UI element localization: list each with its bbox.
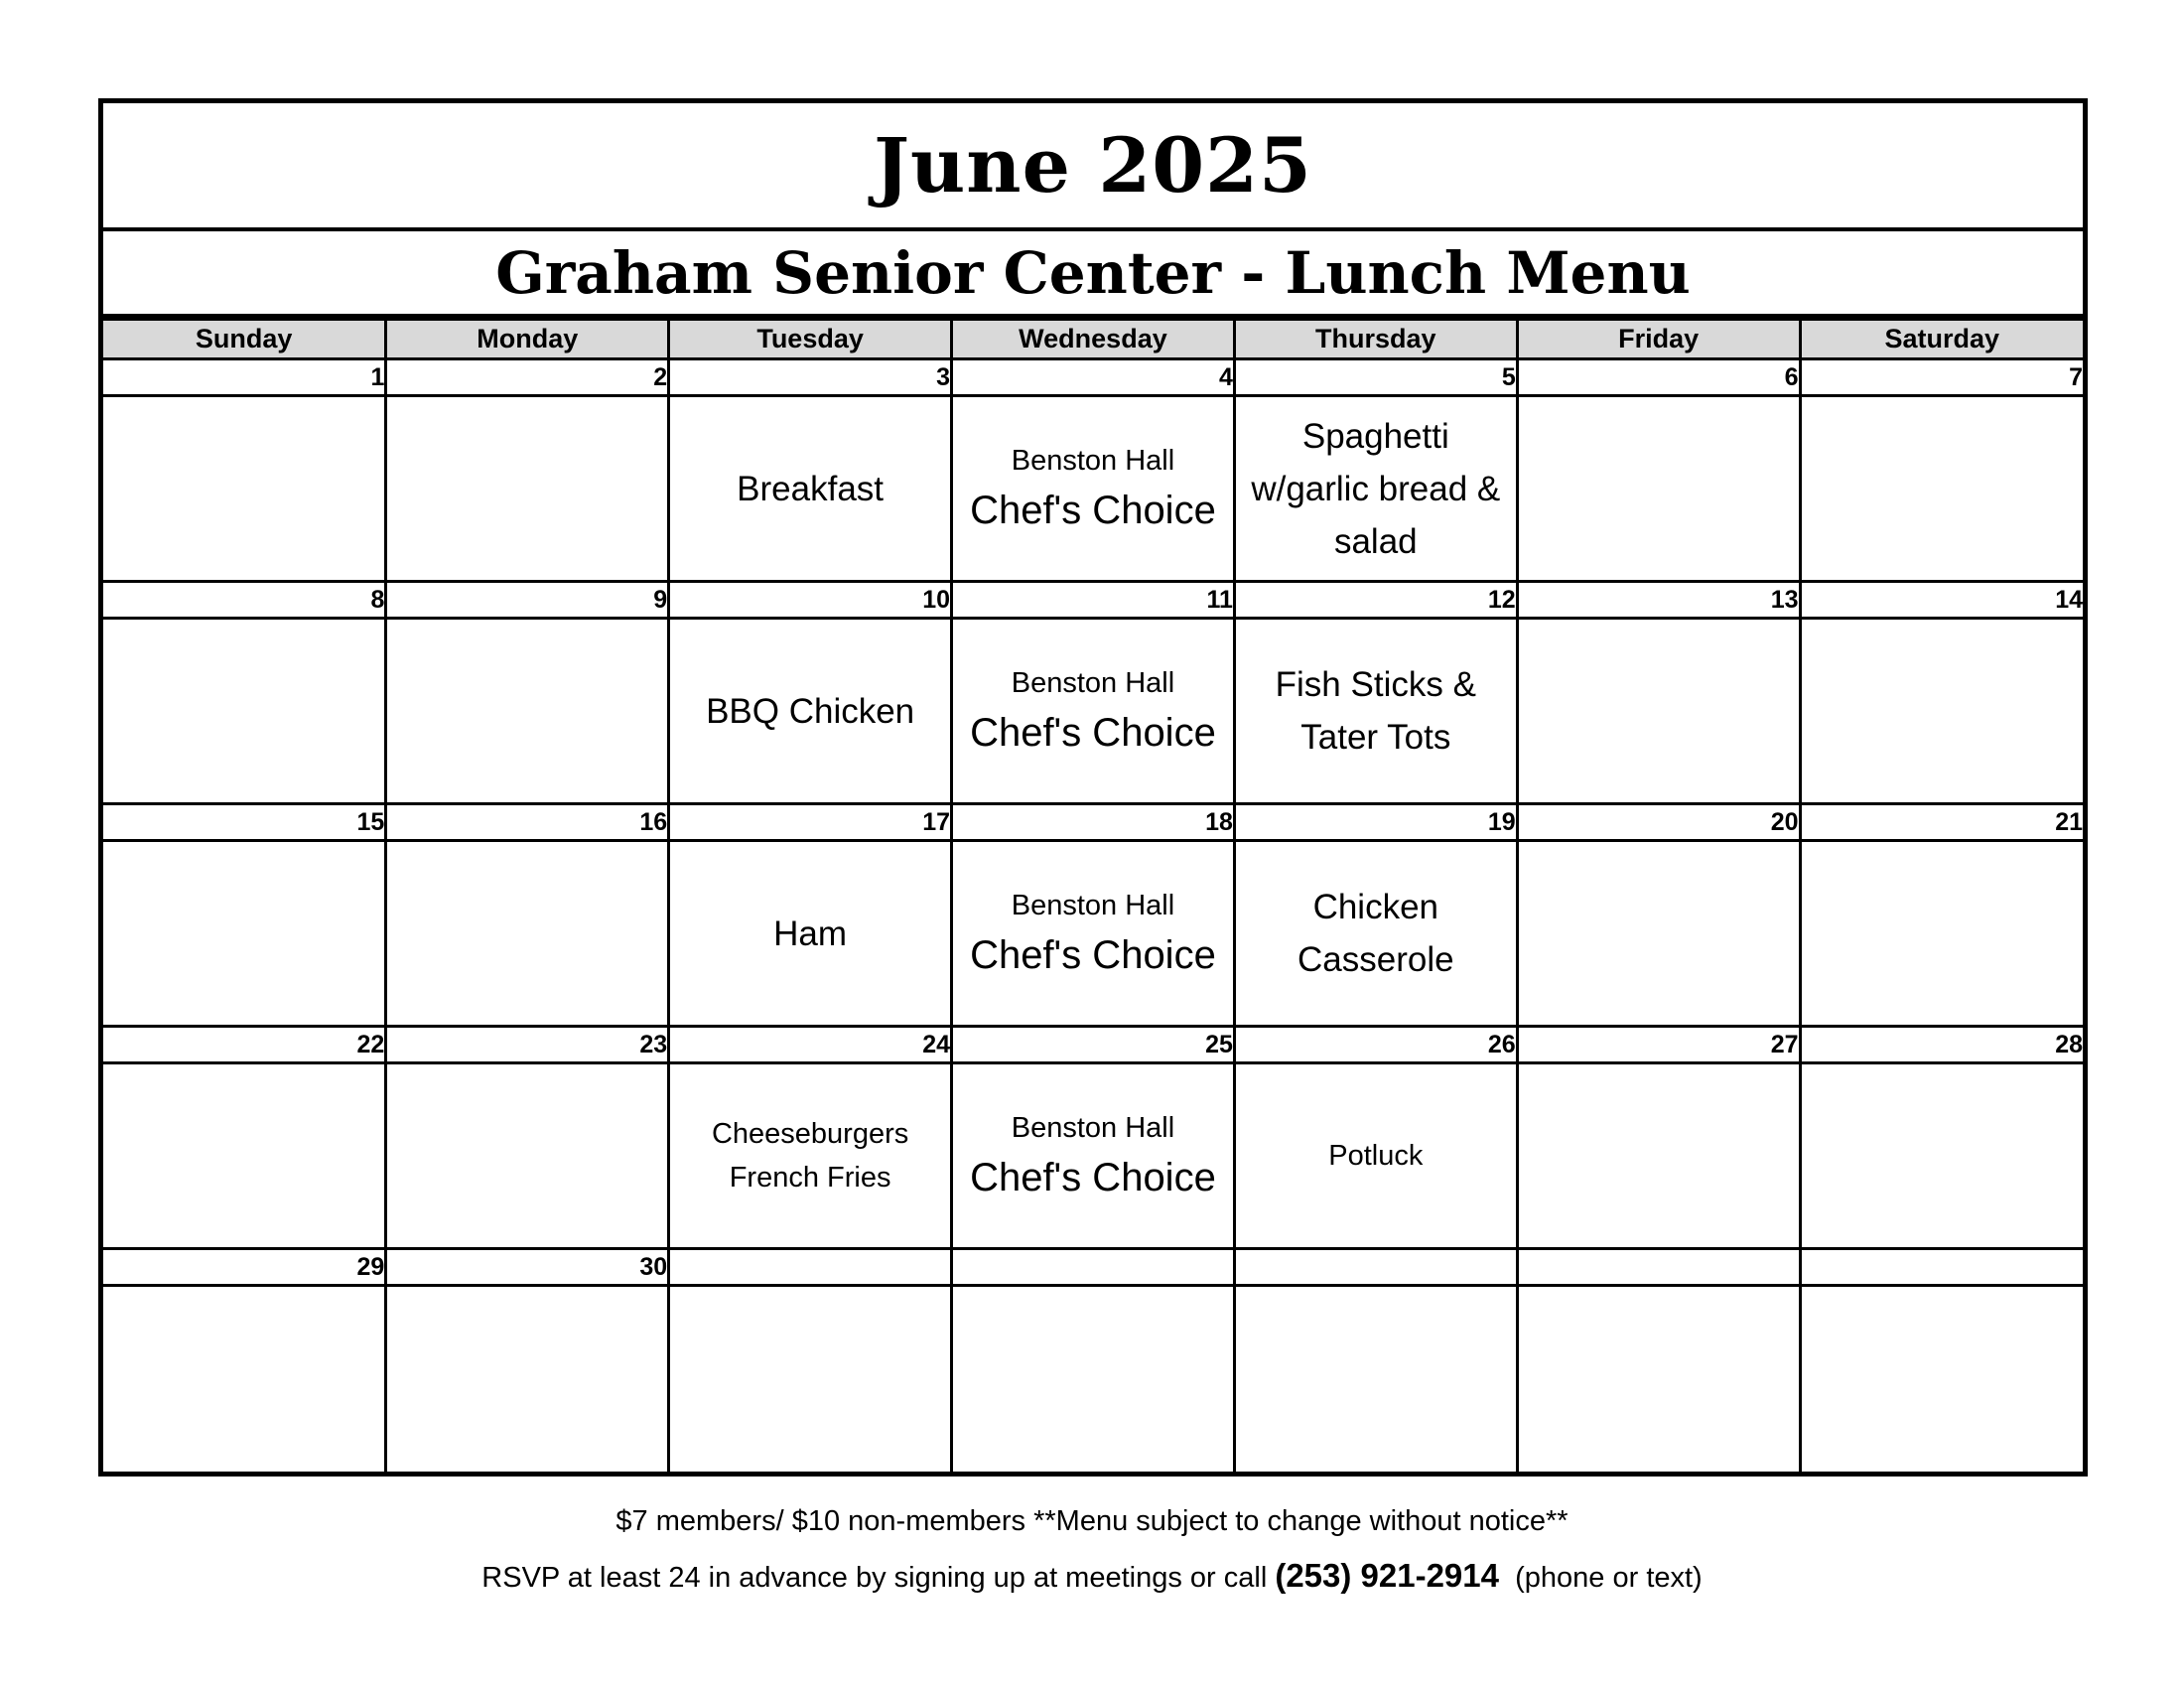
rsvp-suffix: (phone or text) bbox=[1499, 1562, 1703, 1594]
meal-cell-empty bbox=[1517, 1286, 1800, 1472]
meal-text: Chicken bbox=[1312, 888, 1439, 926]
meal-text: Chef's Choice bbox=[970, 933, 1216, 977]
date-number bbox=[669, 1249, 952, 1286]
weekday-monday: Monday bbox=[386, 320, 669, 359]
meal-text: Breakfast bbox=[737, 469, 885, 508]
date-row bbox=[103, 1249, 2083, 1286]
rsvp-note bbox=[0, 1557, 2184, 1595]
meal-cell-empty bbox=[103, 619, 386, 804]
date-row bbox=[103, 359, 2083, 396]
meal-cell-empty bbox=[1517, 841, 1800, 1027]
meal-cell-empty bbox=[103, 1063, 386, 1249]
date-row bbox=[103, 582, 2083, 619]
date-number: 8 bbox=[103, 582, 386, 619]
meal-cell-empty bbox=[1800, 1286, 2083, 1472]
date-number: 24 bbox=[669, 1027, 952, 1063]
date-number: 26 bbox=[1234, 1027, 1517, 1063]
pricing-note: $7 members/ $10 non-members **Menu subject to change without notice** bbox=[615, 1505, 1569, 1537]
meal-text: Ham bbox=[773, 914, 848, 953]
date-number: 10 bbox=[669, 582, 952, 619]
meal-text: Chef's Choice bbox=[970, 711, 1216, 755]
weekday-friday: Friday bbox=[1517, 320, 1800, 359]
weekday-thursday: Thursday bbox=[1234, 320, 1517, 359]
date-number: 23 bbox=[386, 1027, 669, 1063]
date-number: 16 bbox=[386, 804, 669, 841]
meal-text: Chef's Choice bbox=[970, 1156, 1216, 1199]
meal-cell-thursday bbox=[1234, 396, 1517, 582]
date-number: 11 bbox=[952, 582, 1235, 619]
calendar bbox=[98, 98, 2088, 1477]
meal-cell-wednesday bbox=[952, 841, 1235, 1027]
meal-row bbox=[103, 1063, 2083, 1249]
date-number: 9 bbox=[386, 582, 669, 619]
date-number: 1 bbox=[103, 359, 386, 396]
meal-text: French Fries bbox=[729, 1162, 891, 1194]
meal-cell-empty bbox=[1800, 619, 2083, 804]
meal-text: w/garlic bread & bbox=[1251, 469, 1501, 508]
meal-row bbox=[103, 619, 2083, 804]
meal-location: Benston Hall bbox=[1011, 667, 1175, 699]
date-number: 29 bbox=[103, 1249, 386, 1286]
meal-text: salad bbox=[1333, 521, 1418, 561]
date-number: 2 bbox=[386, 359, 669, 396]
meal-row bbox=[103, 841, 2083, 1027]
date-number: 4 bbox=[952, 359, 1235, 396]
date-number bbox=[952, 1249, 1235, 1286]
date-row bbox=[103, 804, 2083, 841]
date-number bbox=[1800, 1249, 2083, 1286]
meal-cell-empty bbox=[386, 841, 669, 1027]
date-number bbox=[1517, 1249, 1800, 1286]
meal-text: Spaghetti bbox=[1301, 416, 1449, 456]
meal-cell-tuesday bbox=[669, 1063, 952, 1249]
meal-cell-empty bbox=[386, 1286, 669, 1472]
meal-cell-empty bbox=[1517, 619, 1800, 804]
meal-cell-tuesday bbox=[669, 619, 952, 804]
meal-cell-empty bbox=[386, 619, 669, 804]
date-number: 18 bbox=[952, 804, 1235, 841]
meal-cell-thursday bbox=[1234, 619, 1517, 804]
date-number: 14 bbox=[1800, 582, 2083, 619]
meal-cell-empty bbox=[1517, 396, 1800, 582]
date-number bbox=[1234, 1249, 1517, 1286]
month-title: June 2025 bbox=[103, 103, 2083, 231]
meal-cell-empty bbox=[386, 1063, 669, 1249]
date-number: 17 bbox=[669, 804, 952, 841]
meal-cell-wednesday bbox=[952, 1063, 1235, 1249]
meal-text: Casserole bbox=[1297, 940, 1454, 979]
meal-text: Cheeseburgers bbox=[711, 1118, 909, 1150]
meal-cell-empty bbox=[1800, 396, 2083, 582]
menu-title: Graham Senior Center - Lunch Menu bbox=[103, 231, 2083, 318]
meal-cell-thursday bbox=[1234, 1063, 1517, 1249]
date-number: 6 bbox=[1517, 359, 1800, 396]
date-number: 27 bbox=[1517, 1027, 1800, 1063]
meal-text: Fish Sticks & bbox=[1275, 665, 1476, 704]
date-number: 3 bbox=[669, 359, 952, 396]
date-number: 19 bbox=[1234, 804, 1517, 841]
weekday-saturday: Saturday bbox=[1800, 320, 2083, 359]
date-number: 28 bbox=[1800, 1027, 2083, 1063]
phone-number: (253) 921-2914 bbox=[1275, 1557, 1499, 1594]
weekday-header-row bbox=[103, 320, 2083, 359]
meal-cell-empty bbox=[103, 396, 386, 582]
meal-cell-empty bbox=[1800, 841, 2083, 1027]
meal-row bbox=[103, 1286, 2083, 1472]
meal-text: BBQ Chicken bbox=[706, 691, 915, 731]
meal-cell-wednesday bbox=[952, 396, 1235, 582]
date-number: 25 bbox=[952, 1027, 1235, 1063]
rsvp-text: RSVP at least 24 in advance by signing up at meetings or call bbox=[481, 1562, 1276, 1594]
date-number: 5 bbox=[1234, 359, 1517, 396]
date-number: 13 bbox=[1517, 582, 1800, 619]
meal-cell-empty bbox=[952, 1286, 1235, 1472]
meal-text: Tater Tots bbox=[1300, 718, 1451, 757]
date-number: 12 bbox=[1234, 582, 1517, 619]
calendar-grid bbox=[103, 318, 2083, 1472]
meal-cell-empty bbox=[1800, 1063, 2083, 1249]
meal-cell-tuesday bbox=[669, 396, 952, 582]
date-number: 15 bbox=[103, 804, 386, 841]
weekday-sunday: Sunday bbox=[103, 320, 386, 359]
date-number: 20 bbox=[1517, 804, 1800, 841]
meal-cell-empty bbox=[1517, 1063, 1800, 1249]
meal-cell-empty bbox=[103, 1286, 386, 1472]
date-number: 21 bbox=[1800, 804, 2083, 841]
meal-cell-empty bbox=[386, 396, 669, 582]
date-number: 30 bbox=[386, 1249, 669, 1286]
meal-location: Benston Hall bbox=[1011, 1112, 1175, 1144]
meal-text: Potluck bbox=[1328, 1140, 1424, 1172]
meal-cell-thursday bbox=[1234, 841, 1517, 1027]
weekday-wednesday: Wednesday bbox=[952, 320, 1235, 359]
meal-location: Benston Hall bbox=[1011, 890, 1175, 921]
meal-cell-wednesday bbox=[952, 619, 1235, 804]
weekday-tuesday: Tuesday bbox=[669, 320, 952, 359]
meal-cell-empty bbox=[669, 1286, 952, 1472]
meal-cell-tuesday bbox=[669, 841, 952, 1027]
meal-cell-empty bbox=[103, 841, 386, 1027]
meal-text: Chef's Choice bbox=[970, 489, 1216, 532]
meal-row bbox=[103, 396, 2083, 582]
date-number: 7 bbox=[1800, 359, 2083, 396]
date-number: 22 bbox=[103, 1027, 386, 1063]
meal-cell-empty bbox=[1234, 1286, 1517, 1472]
meal-location: Benston Hall bbox=[1011, 445, 1175, 477]
date-row bbox=[103, 1027, 2083, 1063]
